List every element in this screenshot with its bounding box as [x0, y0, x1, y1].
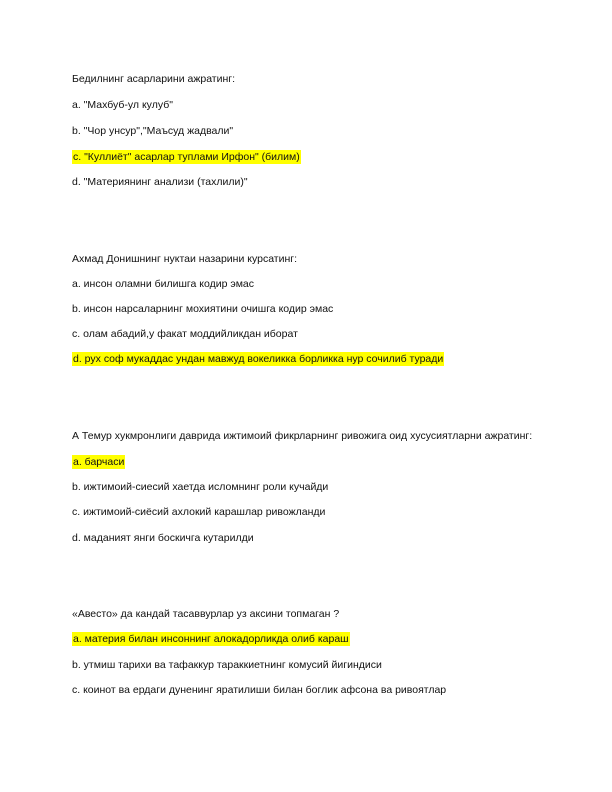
question-1-option-b: b. "Чор унсур","Маъсуд жадвали": [72, 125, 234, 137]
question-1-option-c-highlighted: c. "Куллиёт" асарлар туплами Ирфон" (билим): [73, 151, 300, 163]
question-1-option-d: d. "Материянинг анализи (тахлили)": [72, 176, 248, 188]
question-2-option-b: b. инсон нарсаларнинг мохиятини очишга кодир эмас: [72, 303, 334, 315]
question-2-prompt: Ахмад Донишнинг нуктаи назарини курсатинг:: [72, 253, 298, 265]
question-2-option-c: c. олам абадий,у факат моддийликдан иборат: [72, 328, 298, 340]
question-3-prompt: А Темур хукмронлиги даврида ижтимоий фикрларнинг ривожига оид хусусиятларни ажратинг:: [72, 430, 533, 442]
question-4-option-a-highlighted: a. материя билан инсоннинг алокадорликда олиб караш: [73, 633, 349, 645]
question-4-option-b: b. утмиш тарихи ва тафаккур тараккиетнинг комусий йигиндиси: [72, 659, 382, 671]
question-3-option-c: c. ижтимоий-сиёсий ахлокий карашлар ривожланди: [72, 506, 326, 518]
question-2-option-d-highlighted: d. рух соф мукаддас ундан мавжуд вокеликка борликка нур сочилиб туради: [73, 353, 444, 365]
question-1-prompt: Бедилнинг асарларини ажратинг:: [72, 73, 236, 85]
question-3-option-a-highlighted: a. барчаси: [73, 456, 125, 468]
question-4-option-c: c. коинот ва ердаги дуненинг яратилиши билан боглик афсона ва ривоятлар: [72, 684, 447, 696]
question-4-prompt: «Авесто» да кандай тасаввурлар уз аксини топмаган ?: [72, 608, 340, 620]
question-2-option-a: a. инсон оламни билишга кодир эмас: [72, 278, 255, 290]
question-3-option-d: d. маданият янги боскичга кутарилди: [72, 532, 254, 544]
question-1-option-a: a. "Махбуб-ул кулуб": [72, 99, 173, 111]
question-3-option-b: b. ижтимоий-сиесий хаетда исломнинг роли кучайди: [72, 481, 329, 493]
